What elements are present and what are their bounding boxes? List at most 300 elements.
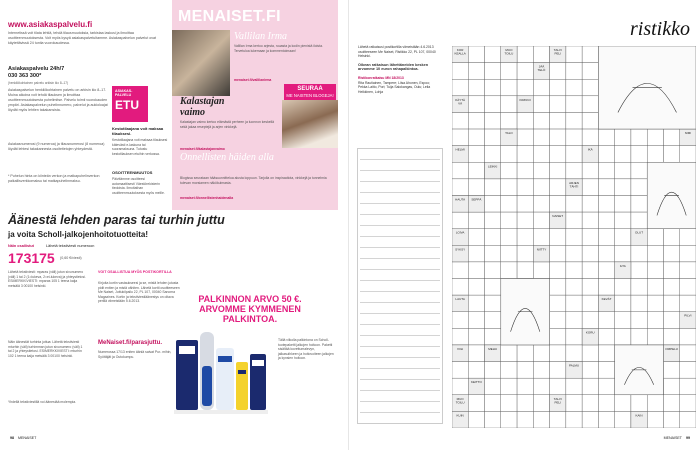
crossword-cell[interactable] [517, 395, 533, 412]
sms-number: 173175 [8, 250, 55, 266]
crossword-cell[interactable] [566, 262, 582, 279]
crossword-cell[interactable] [468, 312, 484, 329]
crossword-cell[interactable] [533, 212, 549, 229]
crossword-cell[interactable] [598, 146, 614, 163]
crossword-cell[interactable] [566, 112, 582, 129]
blog-3-title: Onnellisten häiden alla [180, 152, 274, 163]
crossword-cell[interactable] [582, 63, 598, 80]
crossword-cell[interactable] [501, 395, 517, 412]
clue-text: KOR [456, 48, 464, 52]
crossword-cell[interactable] [550, 195, 566, 212]
phone-number: 030 363 300* [8, 73, 42, 79]
crossword-cell[interactable] [517, 262, 533, 279]
crossword-cell[interactable] [647, 328, 663, 345]
crossword-cell[interactable] [533, 96, 549, 113]
crossword-cell[interactable] [582, 279, 598, 296]
crossword-cell[interactable] [468, 146, 484, 163]
blog-2-link[interactable]: menaiset.fi/kalastajanvaimo [180, 147, 225, 151]
crossword-cell[interactable] [680, 362, 696, 379]
crossword-cell[interactable] [647, 411, 663, 428]
clue-text: MUO [505, 48, 513, 52]
crossword-cell[interactable] [485, 229, 501, 246]
crossword-cell[interactable] [485, 195, 501, 212]
crossword-cell[interactable] [582, 295, 598, 312]
crossword-cell[interactable] [550, 179, 566, 196]
crossword-cell[interactable] [452, 312, 468, 329]
crossword-cell[interactable] [468, 129, 484, 146]
crossword-cell[interactable] [566, 378, 582, 395]
crossword-cell[interactable] [631, 312, 647, 329]
crossword-cell[interactable] [680, 229, 696, 246]
clue-text: OMPELU [665, 346, 678, 351]
crossword-cell[interactable] [550, 112, 566, 129]
crossword-cell[interactable] [631, 245, 647, 262]
crossword-cell[interactable] [598, 395, 614, 412]
crossword-cell[interactable] [517, 146, 533, 163]
crossword-cell[interactable] [452, 212, 468, 229]
crossword-cell[interactable] [566, 212, 582, 229]
crossword-cell[interactable] [566, 79, 582, 96]
crossword-cell[interactable] [680, 395, 696, 412]
crossword-cell[interactable] [582, 362, 598, 379]
crossword-cell[interactable] [452, 162, 468, 179]
crossword-cell[interactable] [598, 229, 614, 246]
clue-text: SYKSY [455, 247, 466, 252]
crossword-cell[interactable] [468, 79, 484, 96]
crossword-cell[interactable] [680, 262, 696, 279]
crossword-cell[interactable] [566, 245, 582, 262]
blog-3-text: Blogissa seurataan hääsuunnittelua alusta loppuun. Tarjolla on inspiraatiota, vinkkejä ja tunnelmia tulevan morsiamen näkökulmasta. [180, 176, 327, 185]
crossword-cell[interactable] [533, 112, 549, 129]
crossword-cell[interactable] [631, 212, 647, 229]
crossword-cell[interactable] [647, 312, 663, 329]
crossword-cell[interactable] [485, 46, 501, 63]
crossword-cell[interactable] [468, 295, 484, 312]
crossword-cell[interactable] [452, 79, 468, 96]
crossword-cell[interactable] [598, 345, 614, 362]
crossword-cell[interactable] [615, 146, 631, 163]
crossword-cell[interactable] [501, 262, 517, 279]
crossword-cell[interactable] [631, 295, 647, 312]
crossword-cell[interactable] [485, 96, 501, 113]
vote-url[interactable]: MeNaiset.fi/parasjuttu. [98, 340, 163, 346]
crossword-cell[interactable] [680, 378, 696, 395]
crossword-cell[interactable] [663, 245, 679, 262]
crossword-cell[interactable] [598, 212, 614, 229]
crossword-cell[interactable] [663, 146, 679, 163]
crossword-cell[interactable] [468, 162, 484, 179]
crossword-cell[interactable] [501, 112, 517, 129]
crossword-cell[interactable] [501, 378, 517, 395]
crossword-cell[interactable] [631, 395, 647, 412]
crossword-cell[interactable] [550, 378, 566, 395]
crossword-cell[interactable] [468, 63, 484, 80]
crossword-cell[interactable] [533, 146, 549, 163]
crossword-cell[interactable] [582, 262, 598, 279]
clue-text: VÄ [458, 101, 463, 106]
crossword-svg[interactable] [452, 46, 696, 428]
crossword-cell[interactable] [647, 295, 663, 312]
crossword-cell[interactable] [485, 129, 501, 146]
crossword-cell[interactable] [501, 345, 517, 362]
crossword-cell[interactable] [501, 63, 517, 80]
crossword-cell[interactable] [485, 179, 501, 196]
crossword-cell[interactable] [647, 229, 663, 246]
crossword-cell[interactable] [485, 146, 501, 163]
crossword-cell[interactable] [517, 378, 533, 395]
crossword-cell[interactable] [550, 63, 566, 80]
crossword-cell[interactable] [501, 195, 517, 212]
crossword-cell[interactable] [501, 212, 517, 229]
crossword-cell[interactable] [566, 229, 582, 246]
crossword-cell[interactable] [550, 328, 566, 345]
crossword-cell[interactable] [533, 79, 549, 96]
right-footer [664, 436, 690, 440]
crossword-cell[interactable] [631, 328, 647, 345]
crossword-cell[interactable] [517, 362, 533, 379]
winners-heading: Ristikonratkaisu MN 18/2013 [358, 75, 404, 80]
crossword-cell[interactable] [598, 195, 614, 212]
vote-previous-results: Numerossa 17/13 eniten ääniä saivat Pur- mihin, Syöttäjät ja Outokumpu. [98, 350, 172, 359]
crossword-cell[interactable] [550, 362, 566, 379]
right-page-number: 99 [686, 436, 690, 440]
blogger-photo-1 [172, 30, 230, 96]
crossword-cell[interactable] [517, 411, 533, 428]
crossword-cell[interactable] [517, 79, 533, 96]
crossword-cell[interactable] [501, 96, 517, 113]
crossword-cell[interactable] [533, 162, 549, 179]
crossword-cell[interactable] [566, 146, 582, 163]
crossword-cell[interactable] [631, 195, 647, 212]
crossword-cell[interactable] [582, 96, 598, 113]
blog-3-link[interactable]: menaiset.fi/onnellistenhaidenalla [180, 196, 234, 200]
crossword-cell[interactable] [663, 378, 679, 395]
crossword-cell[interactable] [582, 79, 598, 96]
crossword-cell[interactable] [615, 195, 631, 212]
crossword-cell[interactable] [566, 279, 582, 296]
crossword-cell[interactable] [582, 312, 598, 329]
clue-text: NIMI [684, 131, 692, 136]
crossword-cell[interactable] [598, 328, 614, 345]
crossword-cell[interactable] [517, 162, 533, 179]
crossword-cell[interactable] [582, 411, 598, 428]
clue-text: PELI [554, 400, 561, 405]
crossword-cell[interactable] [631, 179, 647, 196]
crossword-cell[interactable] [468, 262, 484, 279]
prize-text: Tällä viikolla palkintona on Scholl-tuotepaketti jalkojen hoitoon. Paketti sisältää kovettumalevyn, jalkasuihkeen ja hoitovoiteen jalkojen ja kynsien hoitoon. [278, 338, 334, 361]
crossword-cell[interactable] [485, 328, 501, 345]
crossword-cell[interactable] [468, 245, 484, 262]
crossword-cell[interactable] [598, 179, 614, 196]
crossword-cell[interactable] [468, 46, 484, 63]
crossword-cell[interactable] [598, 129, 614, 146]
crossword-cell[interactable] [485, 378, 501, 395]
clue-text: LEIKKI [487, 164, 498, 169]
crossword-cell[interactable] [533, 195, 549, 212]
crossword-cell[interactable] [582, 345, 598, 362]
crossword-cell[interactable] [501, 229, 517, 246]
crossword-cell[interactable] [680, 146, 696, 163]
crossword-cell[interactable] [501, 179, 517, 196]
crossword-cell[interactable] [598, 279, 614, 296]
crossword-cell[interactable] [680, 328, 696, 345]
crossword-cell[interactable] [566, 162, 582, 179]
crossword-title: ristikko [630, 18, 690, 40]
crossword-cell[interactable] [501, 162, 517, 179]
crossword-cell[interactable] [680, 279, 696, 296]
crossword-cell[interactable] [501, 146, 517, 163]
crossword-cell[interactable] [663, 295, 679, 312]
crossword-cell[interactable] [550, 262, 566, 279]
crossword-cell[interactable] [485, 312, 501, 329]
crossword-cell[interactable] [598, 245, 614, 262]
blog-1-title: Vallilan Irma [234, 31, 288, 42]
crossword-cell[interactable] [485, 362, 501, 379]
crossword-cell[interactable] [566, 129, 582, 146]
crossword-cell[interactable] [468, 362, 484, 379]
crossword-cell[interactable] [566, 328, 582, 345]
crossword-cell[interactable] [582, 378, 598, 395]
crossword-cell[interactable] [485, 79, 501, 96]
crossword-cell[interactable] [615, 312, 631, 329]
crossword-cell[interactable] [517, 112, 533, 129]
clue-text: TOILU [504, 51, 514, 56]
crossword-cell[interactable] [615, 279, 631, 296]
crossword-cell[interactable] [452, 362, 468, 379]
crossword-cell[interactable] [566, 312, 582, 329]
crossword-cell[interactable] [598, 378, 614, 395]
crossword-cell[interactable] [582, 179, 598, 196]
crossword-cell[interactable] [517, 129, 533, 146]
clue-text: TALVI [553, 396, 562, 401]
crossword-cell[interactable] [598, 312, 614, 329]
crossword-cell[interactable] [533, 129, 549, 146]
crossword-cell[interactable] [468, 112, 484, 129]
crossword-grid[interactable] [452, 46, 696, 428]
crossword-cell[interactable] [663, 312, 679, 329]
postcard-heading: VOIT OSALLISTUA MYÖS POSTIKORTILLA [98, 270, 172, 274]
crossword-cell[interactable] [501, 245, 517, 262]
crossword-cell[interactable] [566, 295, 582, 312]
crossword-cell[interactable] [550, 129, 566, 146]
crossword-cell[interactable] [566, 195, 582, 212]
crossword-cell[interactable] [501, 411, 517, 428]
crossword-cell[interactable] [533, 362, 549, 379]
crossword-cell[interactable] [550, 411, 566, 428]
crossword-cell[interactable] [663, 395, 679, 412]
crossword-cell[interactable] [501, 362, 517, 379]
crossword-cell[interactable] [533, 411, 549, 428]
crossword-cell[interactable] [485, 395, 501, 412]
crossword-cell[interactable] [663, 129, 679, 146]
crossword-cell[interactable] [615, 328, 631, 345]
crossword-cell[interactable] [647, 262, 663, 279]
answer-form[interactable] [357, 148, 443, 424]
badge-word: ETU [115, 98, 139, 112]
crossword-cell[interactable] [550, 79, 566, 96]
crossword-cell[interactable] [566, 63, 582, 80]
crossword-cell[interactable] [680, 411, 696, 428]
crossword-cell[interactable] [517, 212, 533, 229]
crossword-cell[interactable] [582, 112, 598, 129]
crossword-cell[interactable] [468, 328, 484, 345]
crossword-cell[interactable] [566, 395, 582, 412]
vote-column-1: Lähetä tekstiviesti: mparas (väli) jutun sivunumero (väli) 1 tai 2 (1=lukeva, 2=ei-lukeva) ja yhteystietosi. ESIMERKKIVIESTI: mparas 105 1 teena kaija metsälä 3 00100 helsinki. [8, 270, 86, 288]
crossword-cell[interactable] [582, 195, 598, 212]
crossword-cell[interactable] [485, 112, 501, 129]
crossword-cell[interactable] [566, 96, 582, 113]
crossword-cell[interactable] [452, 112, 468, 129]
crossword-cell[interactable] [566, 411, 582, 428]
crossword-cell[interactable] [550, 96, 566, 113]
crossword-cell[interactable] [517, 179, 533, 196]
crossword-cell[interactable] [615, 179, 631, 196]
crossword-cell[interactable] [468, 395, 484, 412]
crossword-cell[interactable] [517, 229, 533, 246]
crossword-cell[interactable] [631, 162, 647, 179]
crossword-cell[interactable] [663, 229, 679, 246]
crossword-cell[interactable] [501, 79, 517, 96]
blog-2-text: Kalastajan vaimo kertoo elämästä perheen ja luonnon keskellä sekä jakaa reseptejä ja arjen vinkkejä. [180, 120, 275, 129]
clue-text: KAIN [635, 413, 643, 418]
crossword-cell[interactable] [598, 262, 614, 279]
blog-2-title: Kalastajan vaimo [180, 96, 225, 118]
crossword-cell[interactable] [550, 162, 566, 179]
crossword-cell[interactable] [598, 411, 614, 428]
clue-text: MEHU [488, 346, 498, 351]
crossword-cell[interactable] [663, 328, 679, 345]
crossword-cell[interactable] [663, 362, 679, 379]
crossword-cell[interactable] [647, 245, 663, 262]
crossword-cell[interactable] [615, 411, 631, 428]
crossword-cell[interactable] [582, 229, 598, 246]
crossword-cell[interactable] [631, 262, 647, 279]
crossword-cell[interactable] [680, 295, 696, 312]
crossword-cell[interactable] [517, 345, 533, 362]
crossword-cell[interactable] [598, 362, 614, 379]
crossword-cell[interactable] [485, 295, 501, 312]
crossword-cell[interactable] [485, 212, 501, 229]
crossword-cell[interactable] [452, 179, 468, 196]
blog-1-link[interactable]: menaiset.fi/vallilanirma [234, 78, 272, 82]
crossword-cell[interactable] [550, 345, 566, 362]
crossword-cell[interactable] [582, 46, 598, 63]
crossword-cell[interactable] [533, 179, 549, 196]
clue-text: ARJEN [569, 180, 579, 185]
crossword-cell[interactable] [468, 279, 484, 296]
crossword-cell[interactable] [468, 96, 484, 113]
crossword-cell[interactable] [663, 411, 679, 428]
crossword-cell[interactable] [615, 245, 631, 262]
crossword-cell[interactable] [517, 195, 533, 212]
crossword-cell[interactable] [615, 162, 631, 179]
crossword-cell[interactable] [468, 411, 484, 428]
crossword-cell[interactable] [517, 63, 533, 80]
clue-text: TELÖ [537, 68, 546, 73]
crossword-cell[interactable] [550, 312, 566, 329]
vote-column-2: Näin äänestät turhinta juttua: Lähetä tekstiviesti mturhin (väli) turhimman jutun sivunumero (väli) 1 tai 2 ja yhteystietosi. ESIMERKKIVIESTI: mturhin 102 1 teena kaija metsälä 3 00100 helsinki. [8, 340, 83, 358]
crossword-cell[interactable] [550, 295, 566, 312]
crossword-cell[interactable] [615, 395, 631, 412]
crossword-cell[interactable] [533, 46, 549, 63]
crossword-cell[interactable] [615, 129, 631, 146]
crossword-cell[interactable] [452, 262, 468, 279]
crossword-cell[interactable] [566, 46, 582, 63]
crossword-cell[interactable] [485, 245, 501, 262]
crossword-cell[interactable] [550, 279, 566, 296]
crossword-cell[interactable] [663, 262, 679, 279]
crossword-cell[interactable] [680, 345, 696, 362]
crossword-cell[interactable] [680, 245, 696, 262]
crossword-cell[interactable] [533, 229, 549, 246]
crossword-prize-note: Oikean ratkaisun lähettäneiden kesken arvomme 10 euron rahapalkintoa. [358, 62, 429, 72]
crossword-cell[interactable] [615, 212, 631, 229]
crossword-cell[interactable] [631, 279, 647, 296]
crossword-cell[interactable] [582, 212, 598, 229]
crossword-cell[interactable] [452, 279, 468, 296]
crossword-cell[interactable] [647, 146, 663, 163]
crossword-cell[interactable] [647, 129, 663, 146]
crossword-cell[interactable] [566, 345, 582, 362]
crossword-cell[interactable] [533, 262, 549, 279]
crossword-cell[interactable] [468, 229, 484, 246]
customer-service-url[interactable]: www.asiakaspalvelu.fi [8, 20, 93, 29]
winners-list: Rita Rautiainen, Tampere; Liisa Ahonen, Espoo; Pekka Laitio, Pori; Tuija Salokangas, Oulu; Leila Heikkinen, Lohja [358, 80, 431, 94]
crossword-cell[interactable] [468, 345, 484, 362]
crossword-cell[interactable] [647, 395, 663, 412]
service-body-text-2: Asiakasnumerosi (9 numeroa) ja tilausnumerosi (8 numeroa) löydät lehtesi takakannesta osoitetietojen yhteydestä. [8, 142, 105, 151]
crossword-cell[interactable] [485, 279, 501, 296]
crossword-cell[interactable] [663, 279, 679, 296]
phone-hours: (henkilökohtainen palvelu arkisin klo 8–17) [8, 81, 69, 85]
follow-sublabel: ME NAISTEN BLOGEJA! [286, 93, 334, 98]
crossword-cell[interactable] [533, 378, 549, 395]
crossword-cell[interactable] [533, 345, 549, 362]
crossword-cell[interactable] [485, 63, 501, 80]
crossword-cell[interactable] [615, 295, 631, 312]
crossword-cell[interactable] [631, 146, 647, 163]
crossword-cell[interactable] [582, 162, 598, 179]
crossword-cell[interactable] [615, 229, 631, 246]
subscriber-heading: Kestotilaajana voit maksaa tilauksesi. [112, 126, 164, 136]
crossword-cell[interactable] [582, 395, 598, 412]
clue-text: TALVI [553, 48, 562, 52]
vote-subheadline: ja voita Scholl-jalkojenhoitotuotteita! [8, 230, 149, 239]
crossword-cell[interactable] [468, 179, 484, 196]
crossword-cell[interactable] [647, 279, 663, 296]
crossword-instructions: Lähetä ratkaisusi postikortilla viimeistään 4.6.2013 osoitteeseen Me Naiset, Ristikko 22, PL 107, 00040 Helsinki. [358, 45, 436, 59]
crossword-cell[interactable] [550, 229, 566, 246]
crossword-cell[interactable] [533, 395, 549, 412]
service-body-text-3: * Puhelun hinta on kiinteän verkon ja matkapuhelinverkon paikallisverkkomaksu tai matkapuhelinmaksu. [8, 174, 100, 183]
crossword-cell[interactable] [468, 212, 484, 229]
crossword-cell[interactable] [582, 129, 598, 146]
crossword-cell[interactable] [598, 162, 614, 179]
crossword-cell[interactable] [452, 378, 468, 395]
crossword-cell[interactable] [452, 63, 468, 80]
crossword-cell[interactable] [452, 129, 468, 146]
crossword-cell[interactable] [485, 411, 501, 428]
crossword-cell[interactable] [517, 245, 533, 262]
crossword-cell[interactable] [452, 328, 468, 345]
crossword-cell[interactable] [631, 129, 647, 146]
crossword-cell[interactable] [550, 146, 566, 163]
crossword-cell[interactable] [517, 46, 533, 63]
crossword-cell[interactable] [550, 245, 566, 262]
badge-label: ASIAKAS-PALVELU [115, 89, 133, 97]
crossword-cell[interactable] [485, 262, 501, 279]
crossword-cell[interactable] [582, 245, 598, 262]
